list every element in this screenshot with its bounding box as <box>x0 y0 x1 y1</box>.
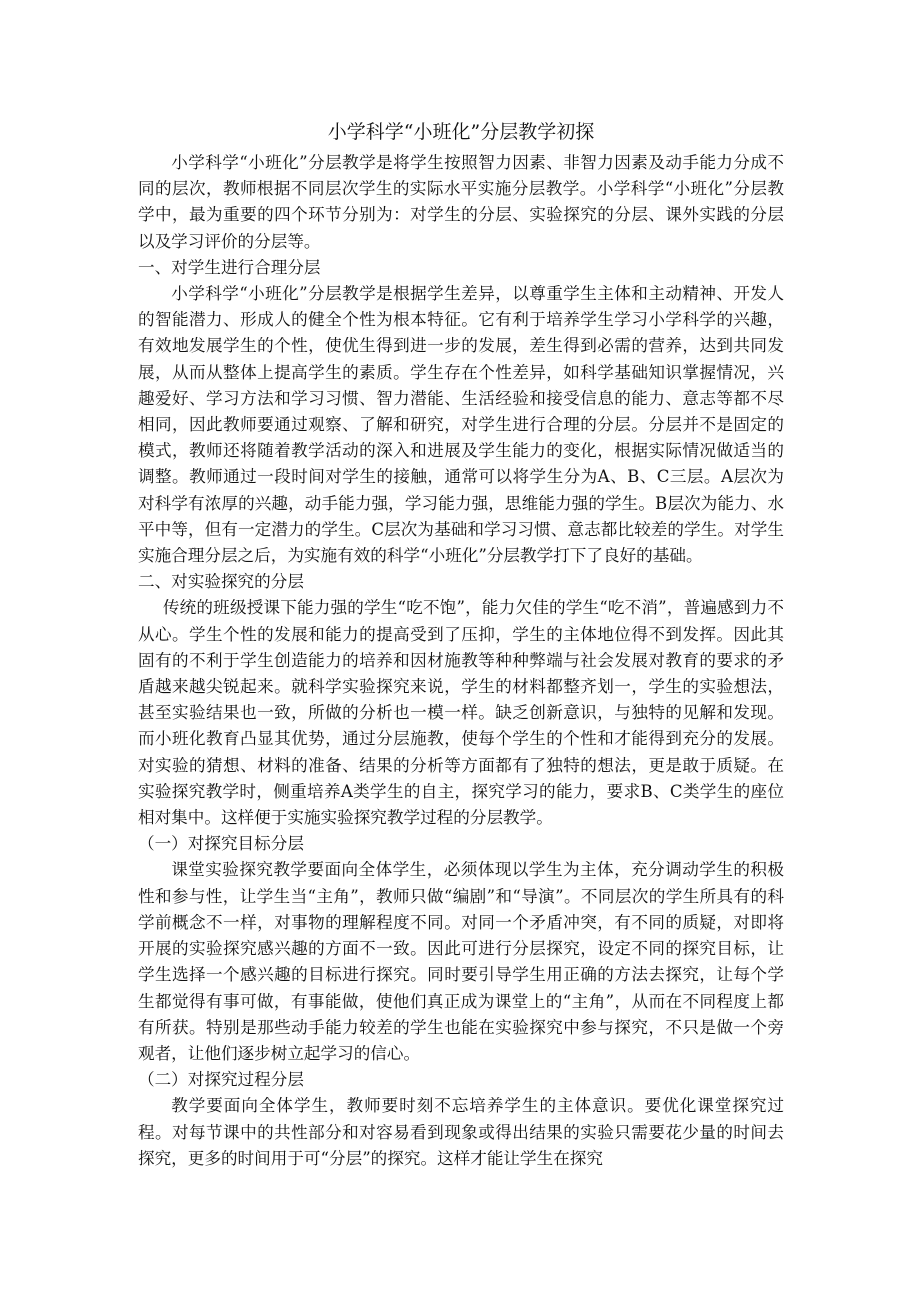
section-heading-1: 一、对学生进行合理分层 <box>138 257 321 277</box>
section-2-paragraph: 传统的班级授课下能力强的学生“吃不饱”，能力欠佳的学生“吃不消”，普遍感到力不从心。学生个性的发展和能力的提高受到了压抑，学生的主体地位得不到发挥。因此其固有的不利于学生创造能力的培养和因材施教等种种弊端与社会发展对教育的要求的矛盾越来越尖锐起来。就科学实验探究来说，学生的材料都整齐划一，学生的实验想法，甚至实验结果也一致，所做的分析也一模一样。缺乏创新意识，与独特的见解和发现。而小班化教育凸显其优势，通过分层施教，使每个学生的个性和才能得到充分的发展。对实验的猜想、材料的准备、结果的分析等方面都有了独特的想法，更是敢于质疑。在实验探究教学时，侧重培养A类学生的自主，探究学习的能力，要求B、C类学生的座位相对集中。这样便于实施实验探究教学过程的分层教学。 <box>138 598 784 828</box>
subsection-2-paragraph: 教学要面向全体学生，教师要时刻不忘培养学生的主体意识。要优化课堂探究过程。对每节课中的共性部分和对容易看到现象或得出结果的实验只需要花少量的时间去探究，更多的时间用于可“分层”的探究。这样才能让学生在探究 <box>138 1096 784 1168</box>
section-1-paragraph: 小学科学“小班化”分层教学是根据学生差异，以尊重学生主体和主动精神、开发人的智能潜力、形成人的健全个性为根本特征。它有利于培养学生学习小学科学的兴趣，有效地发展学生的个性，使优生得到进一步的发展，差生得到必需的营养，达到共同发展，从而从整体上提高学生的素质。学生存在个性差异，如科学基础知识掌握情况，兴趣爱好、学习方法和学习习惯、智力潜能、生活经验和接受信息的能力、意志等都不尽相同，因此教师要通过观察、了解和研究，对学生进行合理的分层。分层并不是固定的模式，教师还将随着教学活动的深入和进展及学生能力的变化，根据实际情况做适当的调整。教师通过一段时间对学生的接触，通常可以将学生分为A、B、C三层。A层次为对科学有浓厚的兴趣，动手能力强，学习能力强，思维能力强的学生。B层次为能力、水平中等，但有一定潜力的学生。C层次为基础和学习习惯、意志都比较差的学生。对学生实施合理分层之后，为实施有效的科学“小班化”分层教学打下了良好的基础。 <box>138 284 784 566</box>
intro-paragraph: 小学科学“小班化”分层教学是将学生按照智力因素、非智力因素及动手能力分成不同的层次，教师根据不同层次学生的实际水平实施分层教学。小学科学“小班化”分层教学中，最为重要的四个环节分别为：对学生的分层、实验探究的分层、课外实践的分层以及学习评价的分层等。 <box>138 153 784 251</box>
page-title: 小学科学“小班化”分层教学初探 <box>327 121 595 143</box>
document-content <box>138 118 784 1172</box>
section-heading-2: 二、对实验探究的分层 <box>138 572 304 592</box>
subsection-heading-1: （一）对探究目标分层 <box>138 834 304 854</box>
subsection-1-paragraph: 课堂实验探究教学要面向全体学生，必须体现以学生为主体，充分调动学生的积极性和参与性，让学生当“主角”，教师只做“编剧”和“导演”。不同层次的学生所具有的科学前概念不一样，对事物的理解程度不同。对同一个矛盾冲突，有不同的质疑，对即将开展的实验探究感兴趣的方面不一致。因此可进行分层探究，设定不同的探究目标，让学生选择一个感兴趣的目标进行探究。同时要引导学生用正确的方法去探究，让每个学生都觉得有事可做，有事能做，使他们真正成为课堂上的“主角”，从而在不同程度上都有所获。特别是那些动手能力较差的学生也能在实验探究中参与探究，不只是做一个旁观者，让他们逐步树立起学习的信心。 <box>138 860 784 1063</box>
subsection-heading-2: （二）对探究过程分层 <box>138 1070 304 1090</box>
